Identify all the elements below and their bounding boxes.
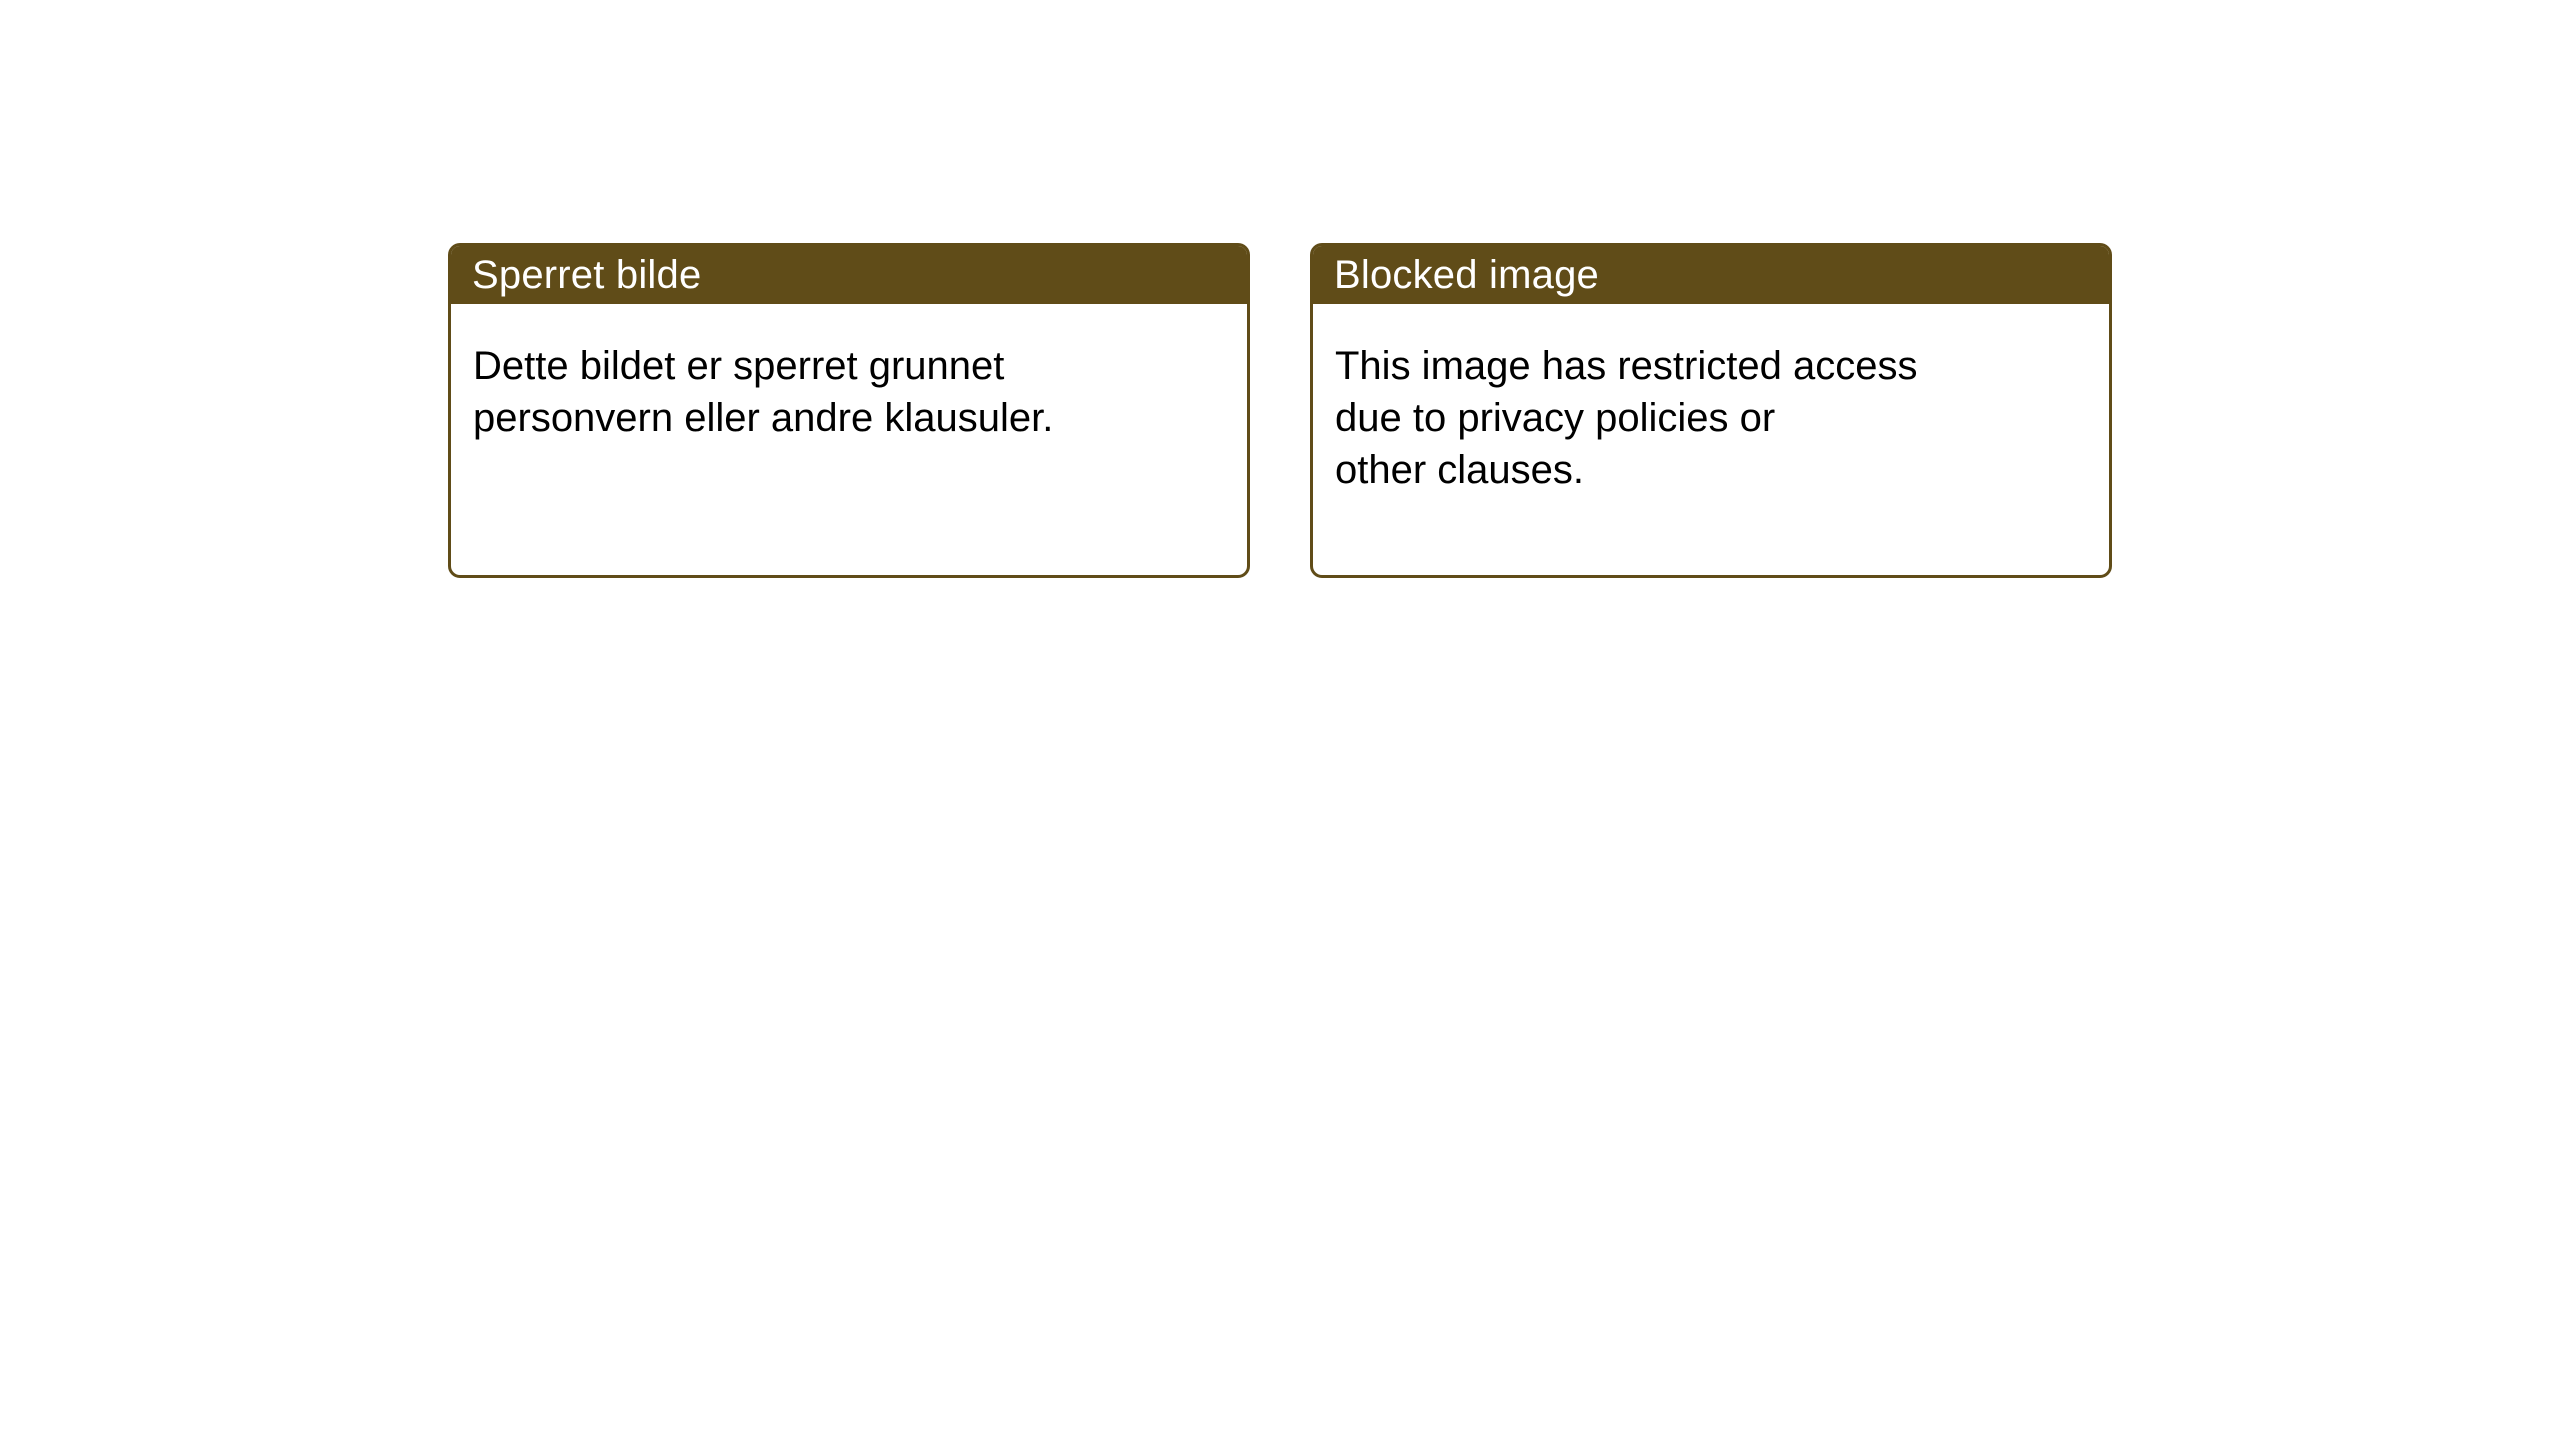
card-body-line: personvern eller andre klausuler. [473,396,1054,440]
blocked-image-card-norwegian [448,243,1250,578]
card-body-norwegian [451,304,1247,444]
card-header-norwegian [450,245,1248,304]
card-body-line: This image has restricted access [1335,344,1918,388]
card-title-norwegian: Sperret bilde [472,252,702,297]
blocked-image-card-english [1310,243,2112,578]
card-body-line: Dette bildet er sperret grunnet [473,344,1005,388]
card-body-line: other clauses. [1335,448,1585,492]
card-body-line: due to privacy policies or [1335,396,1776,440]
card-body-english [1313,304,2109,496]
card-header-english [1312,245,2110,304]
card-title-english: Blocked image [1334,252,1599,297]
